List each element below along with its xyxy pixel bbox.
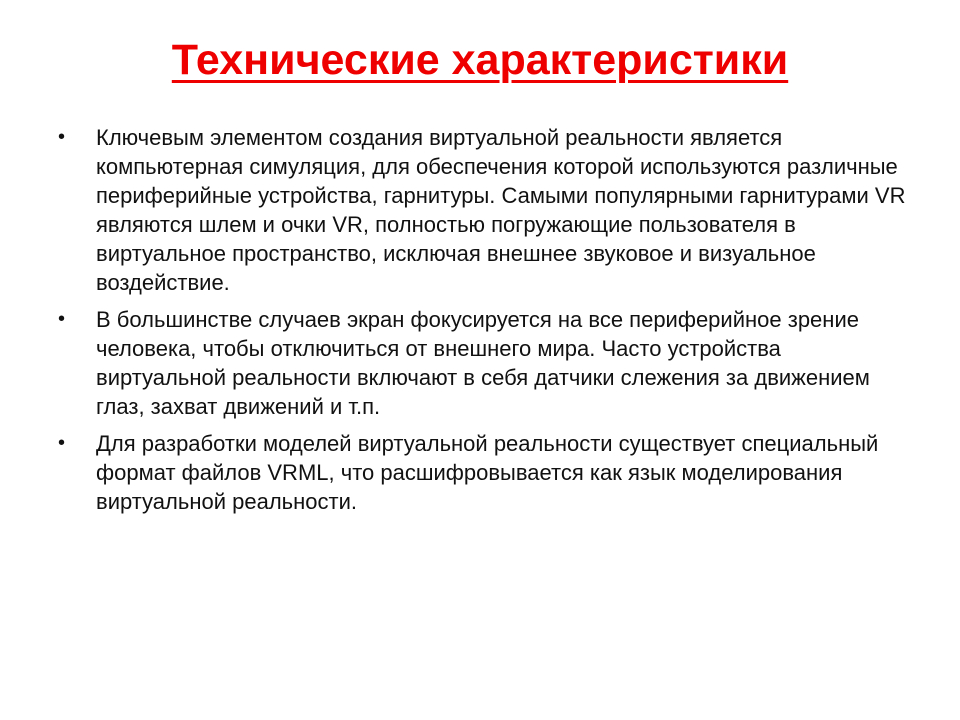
bullet-list: [56, 123, 906, 524]
bullet-dot-icon: •: [58, 432, 66, 454]
bullet-text: Ключевым элементом создания виртуальной реальности является компьютерная симуляция, для обеспечения которой используются различные периферийные устройства, гарнитуры. Самыми популярными гарнитурами VR являются шлем и очки VR, полностью погружающие пользователя в виртуальное пространство, исключая внешнее звуковое и визуальное воздействие.: [96, 125, 906, 295]
bullet-item: [56, 123, 906, 297]
bullet-item: [56, 305, 906, 421]
bullet-item: [56, 429, 906, 516]
bullet-text: В большинстве случаев экран фокусируется на все периферийное зрение человека, чтобы отключиться от внешнего мира. Часто устройства виртуальной реальности включают в себя датчики слежения за движением глаз, захват движений и т.п.: [96, 307, 870, 419]
bullet-dot-icon: •: [58, 308, 66, 330]
slide-title: Технические характеристики: [171, 36, 789, 84]
bullet-dot-icon: •: [58, 126, 66, 148]
bullet-text: Для разработки моделей виртуальной реальности существует специальный формат файлов VRML, что расшифровывается как язык моделирования виртуальной реальности.: [96, 431, 879, 514]
